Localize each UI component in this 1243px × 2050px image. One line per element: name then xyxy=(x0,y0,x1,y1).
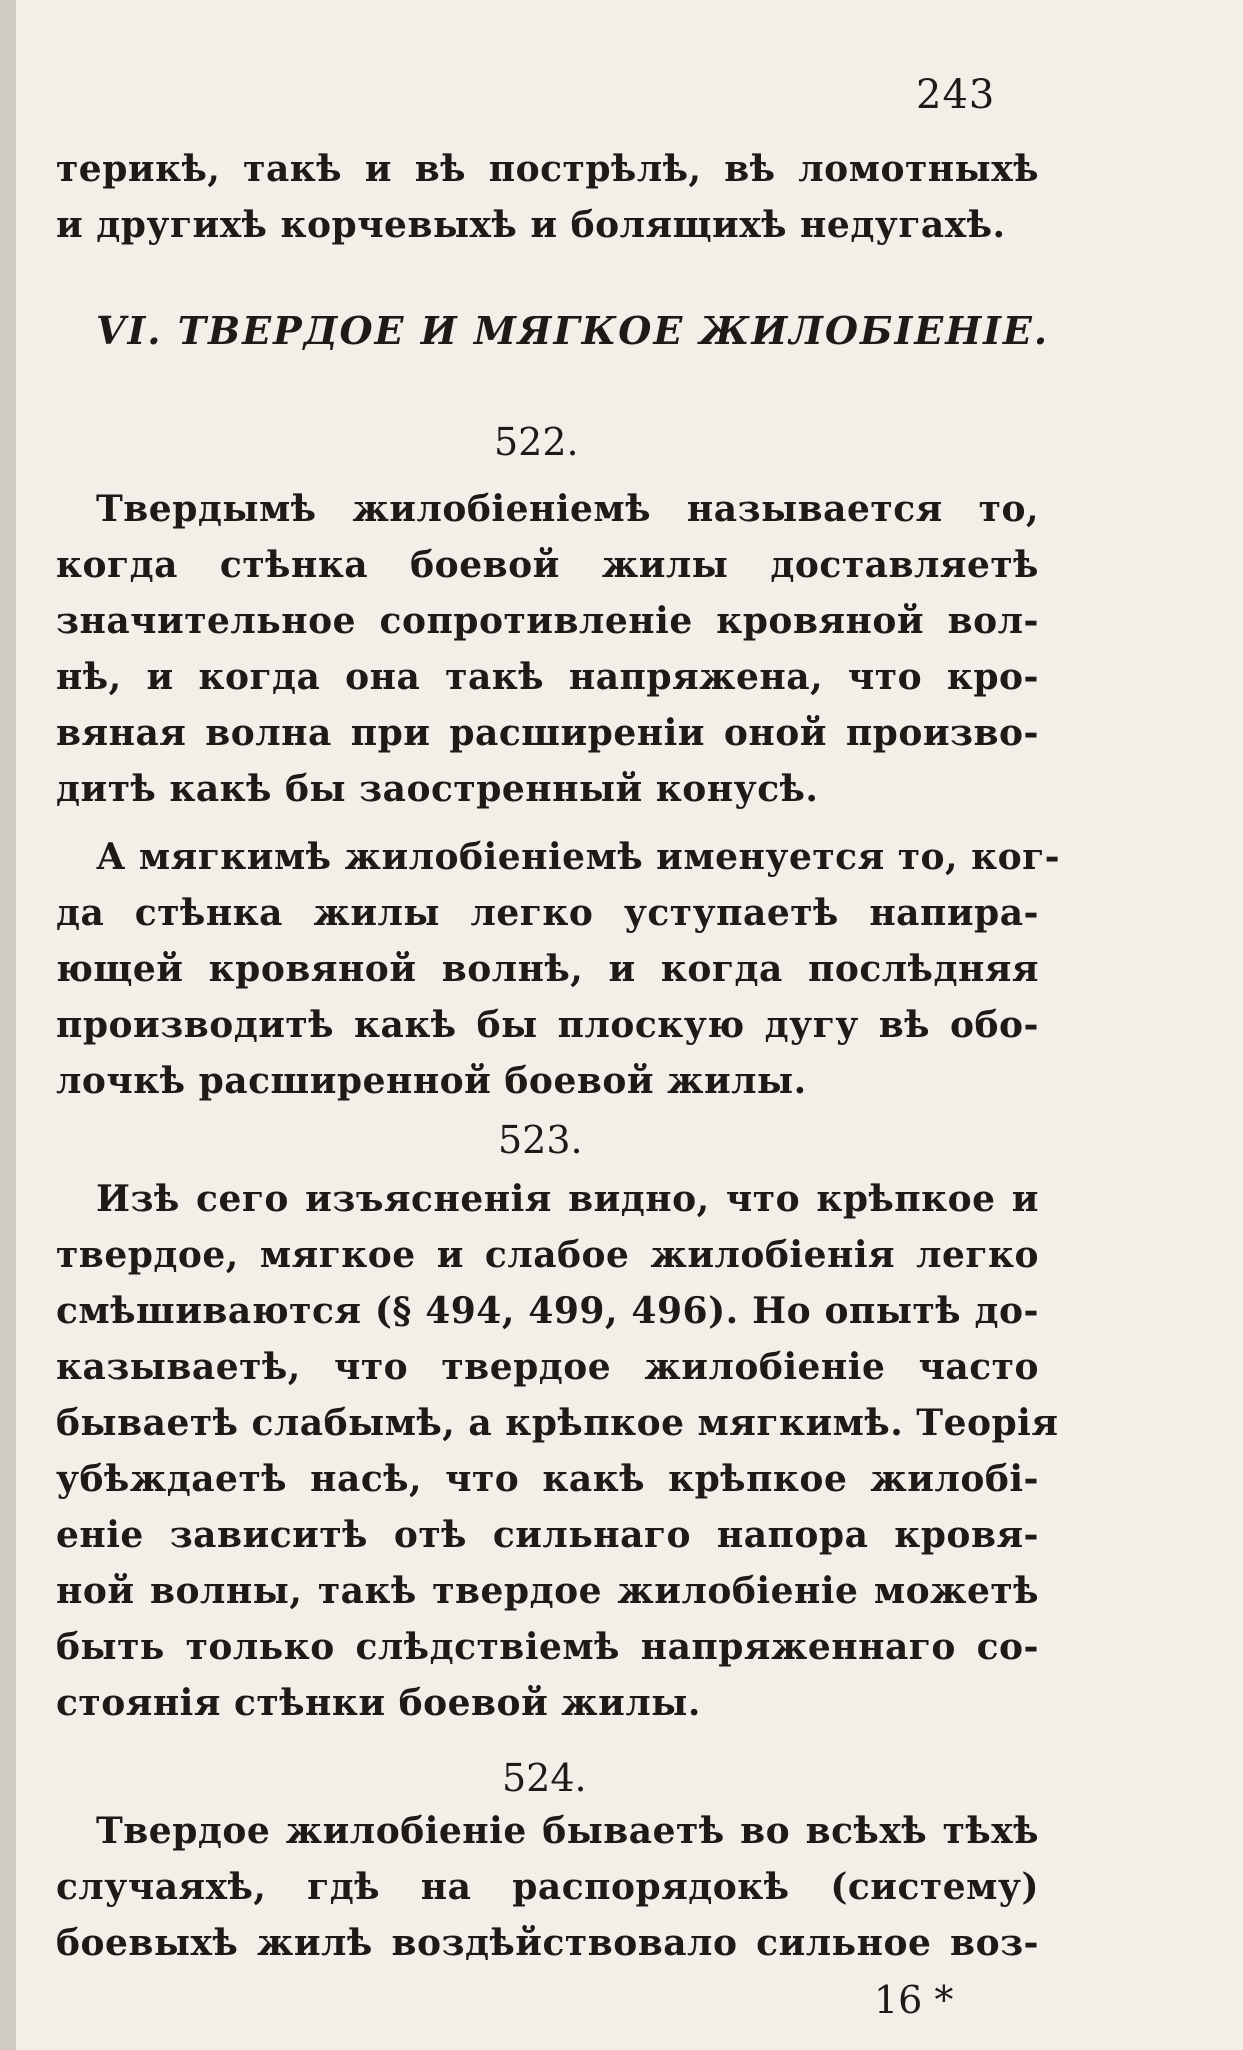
text-line: производитѣ какѣ бы плоскую дугу вѣ обо- xyxy=(56,1004,1039,1046)
text-line: боевыхѣ жилѣ воздѣйствовало сильное воз- xyxy=(56,1922,1039,1964)
text-line: смѣшиваются (§ 494, 499, 496). Но опытѣ до- xyxy=(56,1290,1039,1332)
section-number: 523. xyxy=(498,1118,583,1162)
text-line: твердое, мягкое и слабое жилобіенія легко xyxy=(56,1234,1039,1276)
text-line: да стѣнка жилы легко уступаетѣ напира- xyxy=(56,892,1039,934)
text-line: дитѣ какѣ бы заостренный конусѣ. xyxy=(56,768,819,810)
text-line: Твердое жилобіеніе бываетѣ во всѣхѣ тѣхѣ xyxy=(96,1810,1039,1852)
text-line: еніе зависитѣ отѣ сильнаго напора кровя- xyxy=(56,1514,1039,1556)
text-line: нѣ, и когда она такѣ напряжена, что кро- xyxy=(56,656,1039,698)
book-page xyxy=(16,0,1243,2050)
text-line: убѣждаетѣ насѣ, что какѣ крѣпкое жилобі- xyxy=(56,1458,1039,1500)
text-line: Изѣ сего изъясненія видно, что крѣпкое и xyxy=(96,1178,1039,1220)
text-line: лочкѣ расширенной боевой жилы. xyxy=(56,1060,807,1102)
page-number: 243 xyxy=(916,72,996,118)
text-line: А мягкимѣ жилобіеніемѣ именуется то, ког- xyxy=(96,836,1061,878)
text-line: бываетѣ слабымѣ, а крѣпкое мягкимѣ. Теорія xyxy=(56,1402,1059,1444)
text-line: быть только слѣдствіемѣ напряженнаго со- xyxy=(56,1626,1039,1668)
page-gutter xyxy=(0,0,16,2050)
text-line: случаяхѣ, гдѣ на распорядокѣ (систему) xyxy=(56,1866,1039,1908)
printer-signature: 16 * xyxy=(874,1978,954,2022)
text-line: Твердымѣ жилобіеніемѣ называется то, xyxy=(96,488,1039,530)
section-number: 524. xyxy=(502,1756,587,1800)
text-line: значительное сопротивленіе кровяной вол- xyxy=(56,600,1039,642)
text-line: стоянія стѣнки боевой жилы. xyxy=(56,1682,701,1724)
section-number: 522. xyxy=(494,420,579,464)
text-line: вяная волна при расширеніи оной произво- xyxy=(56,712,1039,754)
section-heading: VI. ТВЕРДОЕ И МЯГКОЕ ЖИЛОБІЕНІЕ. xyxy=(96,308,1050,353)
text-line: и другихѣ корчевыхѣ и болящихѣ недугахѣ. xyxy=(56,204,1006,246)
text-line: когда стѣнка боевой жилы доставляетѣ xyxy=(56,544,1039,586)
text-line: терикѣ, такѣ и вѣ пострѣлѣ, вѣ ломотныхѣ xyxy=(56,148,1039,190)
text-line: ной волны, такѣ твердое жилобіеніе можетѣ xyxy=(56,1570,1039,1612)
text-line: казываетѣ, что твердое жилобіеніе часто xyxy=(56,1346,1039,1388)
text-line: ющей кровяной волнѣ, и когда послѣдняя xyxy=(56,948,1039,990)
